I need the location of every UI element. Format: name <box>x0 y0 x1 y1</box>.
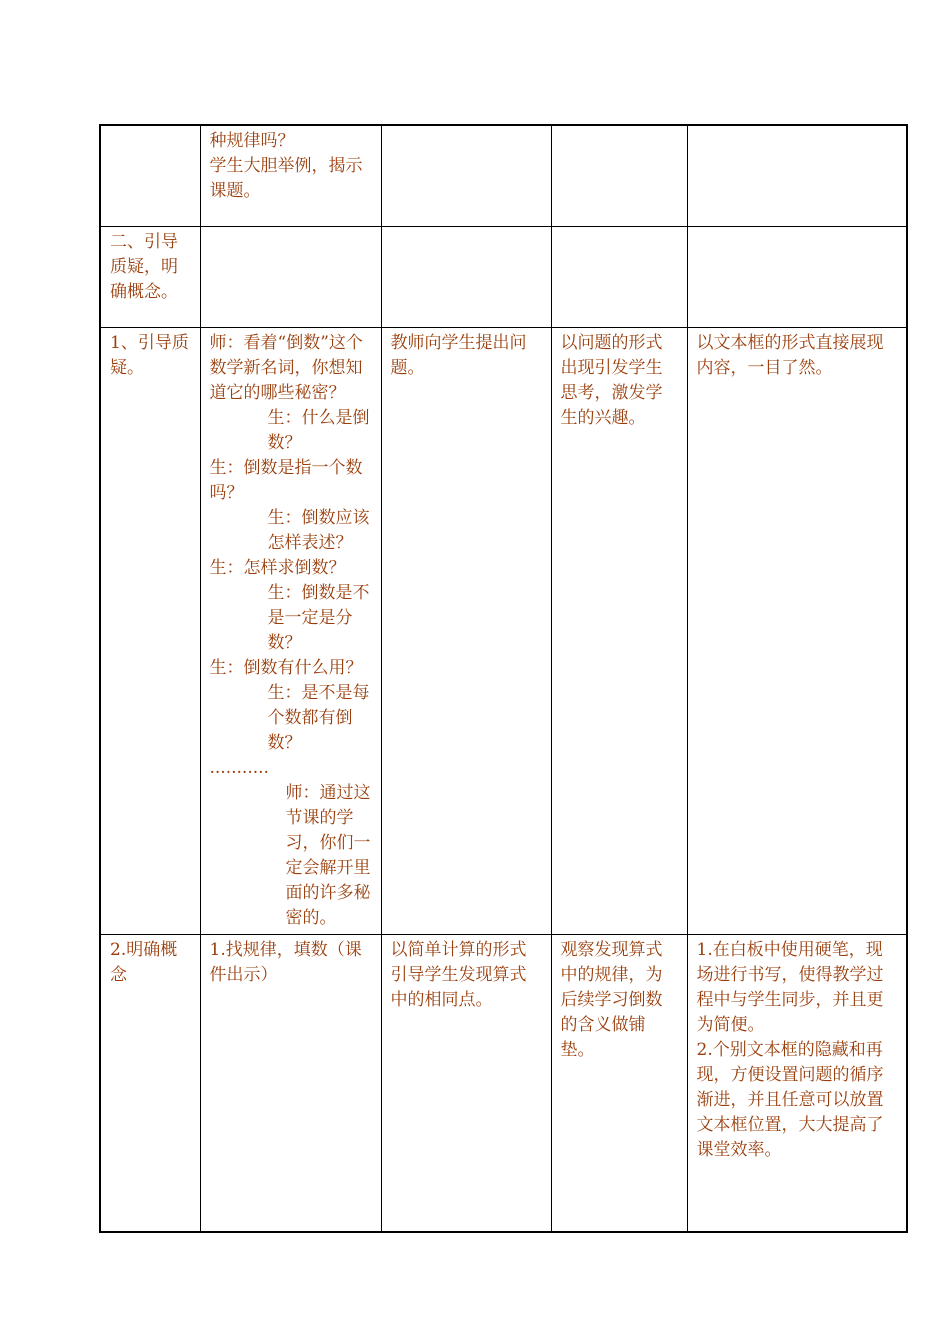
dialogue-line: 生：倒数有什么用？ <box>209 658 363 678</box>
stage-label: 2.明确概念 <box>110 940 178 985</box>
ellipsis: ........... <box>209 758 269 778</box>
stage-label: 1、引导质疑。 <box>110 333 189 378</box>
activity-cell <box>200 125 381 227</box>
teacher-cell <box>381 125 551 227</box>
dialogue-line: 师：通过这节课的学习，你们一定会解开里面的许多秘密的。 <box>285 783 371 928</box>
table-row <box>100 328 907 935</box>
stage-cell <box>100 935 200 1233</box>
dialogue-line: 生：倒数是不是一定是分数？ <box>267 583 370 653</box>
stage-label: 二、引导质疑，明确概念。 <box>110 232 178 302</box>
table-row <box>100 935 907 1233</box>
stage-cell <box>100 227 200 328</box>
teacher-cell: 以简单计算的形式引导学生发现算式中的相同点。 <box>381 935 551 1233</box>
dialogue-line: 师：看着“倒数”这个数学新名词，你想知道它的哪些秘密？ <box>209 333 363 403</box>
table-row <box>100 227 907 328</box>
media-cell: 以文本框的形式直接展现内容，一目了然。 <box>687 328 907 935</box>
intent-cell: 以问题的形式出现引发学生思考，激发学生的兴趣。 <box>551 328 687 935</box>
stage-cell <box>100 328 200 935</box>
dialogue-line: 生：倒数应该怎样表述？ <box>267 508 370 553</box>
activity-cell <box>200 328 381 935</box>
intent-cell <box>551 227 687 328</box>
activity-line: 1.找规律，填数（课件出示） <box>209 940 362 985</box>
dialogue-line: 生：怎样求倒数？ <box>209 558 346 578</box>
dialogue-line: 生：什么是倒数？ <box>267 408 370 453</box>
media-cell <box>687 227 907 328</box>
media-point: 1.在白板中使用硬笔，现场进行书写，使得教学过程中与学生同步，并且更为简便。 <box>696 940 884 1035</box>
media-point: 2.个别文本框的隐藏和再现，方便设置问题的循序渐进，并且任意可以放置文本框位置，大大提高了课堂效率。 <box>696 1040 884 1160</box>
activity-cell <box>200 935 381 1233</box>
teacher-cell <box>381 227 551 328</box>
intent-cell <box>551 125 687 227</box>
stage-cell <box>100 125 200 227</box>
media-cell <box>687 125 907 227</box>
dialogue-line: 生：是不是每个数都有倒数？ <box>267 683 370 753</box>
activity-line: 学生大胆举例，揭示课题。 <box>209 156 363 201</box>
activity-line: 种规律吗？ <box>209 131 295 151</box>
intent-cell: 观察发现算式中的规律，为后续学习倒数的含义做铺垫。 <box>551 935 687 1233</box>
activity-cell <box>200 227 381 328</box>
dialogue-line: 生：倒数是指一个数吗？ <box>209 458 363 503</box>
table-row <box>100 125 907 227</box>
teacher-cell: 教师向学生提出问题。 <box>381 328 551 935</box>
media-cell <box>687 935 907 1233</box>
lesson-plan-table <box>99 124 908 1233</box>
